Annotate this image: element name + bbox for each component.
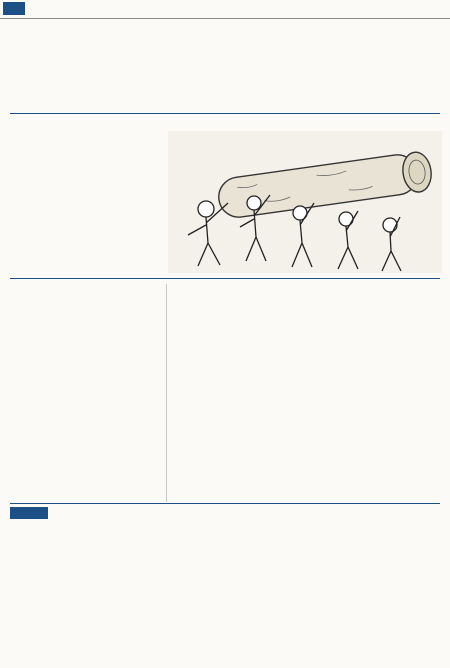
section-rule-2 bbox=[10, 503, 440, 504]
section-body-1 bbox=[10, 312, 160, 434]
page-header bbox=[0, 0, 450, 19]
section-rule-1 bbox=[10, 278, 440, 279]
headline-rule bbox=[10, 113, 440, 114]
cartoon-illustration bbox=[168, 131, 442, 273]
judge-commentary-tag bbox=[10, 507, 48, 519]
column-divider-1 bbox=[166, 284, 167, 502]
page-number-badge bbox=[3, 2, 25, 15]
section-body-2 bbox=[10, 464, 160, 500]
section-body-3 bbox=[178, 300, 440, 500]
lead-paragraph bbox=[22, 129, 162, 269]
